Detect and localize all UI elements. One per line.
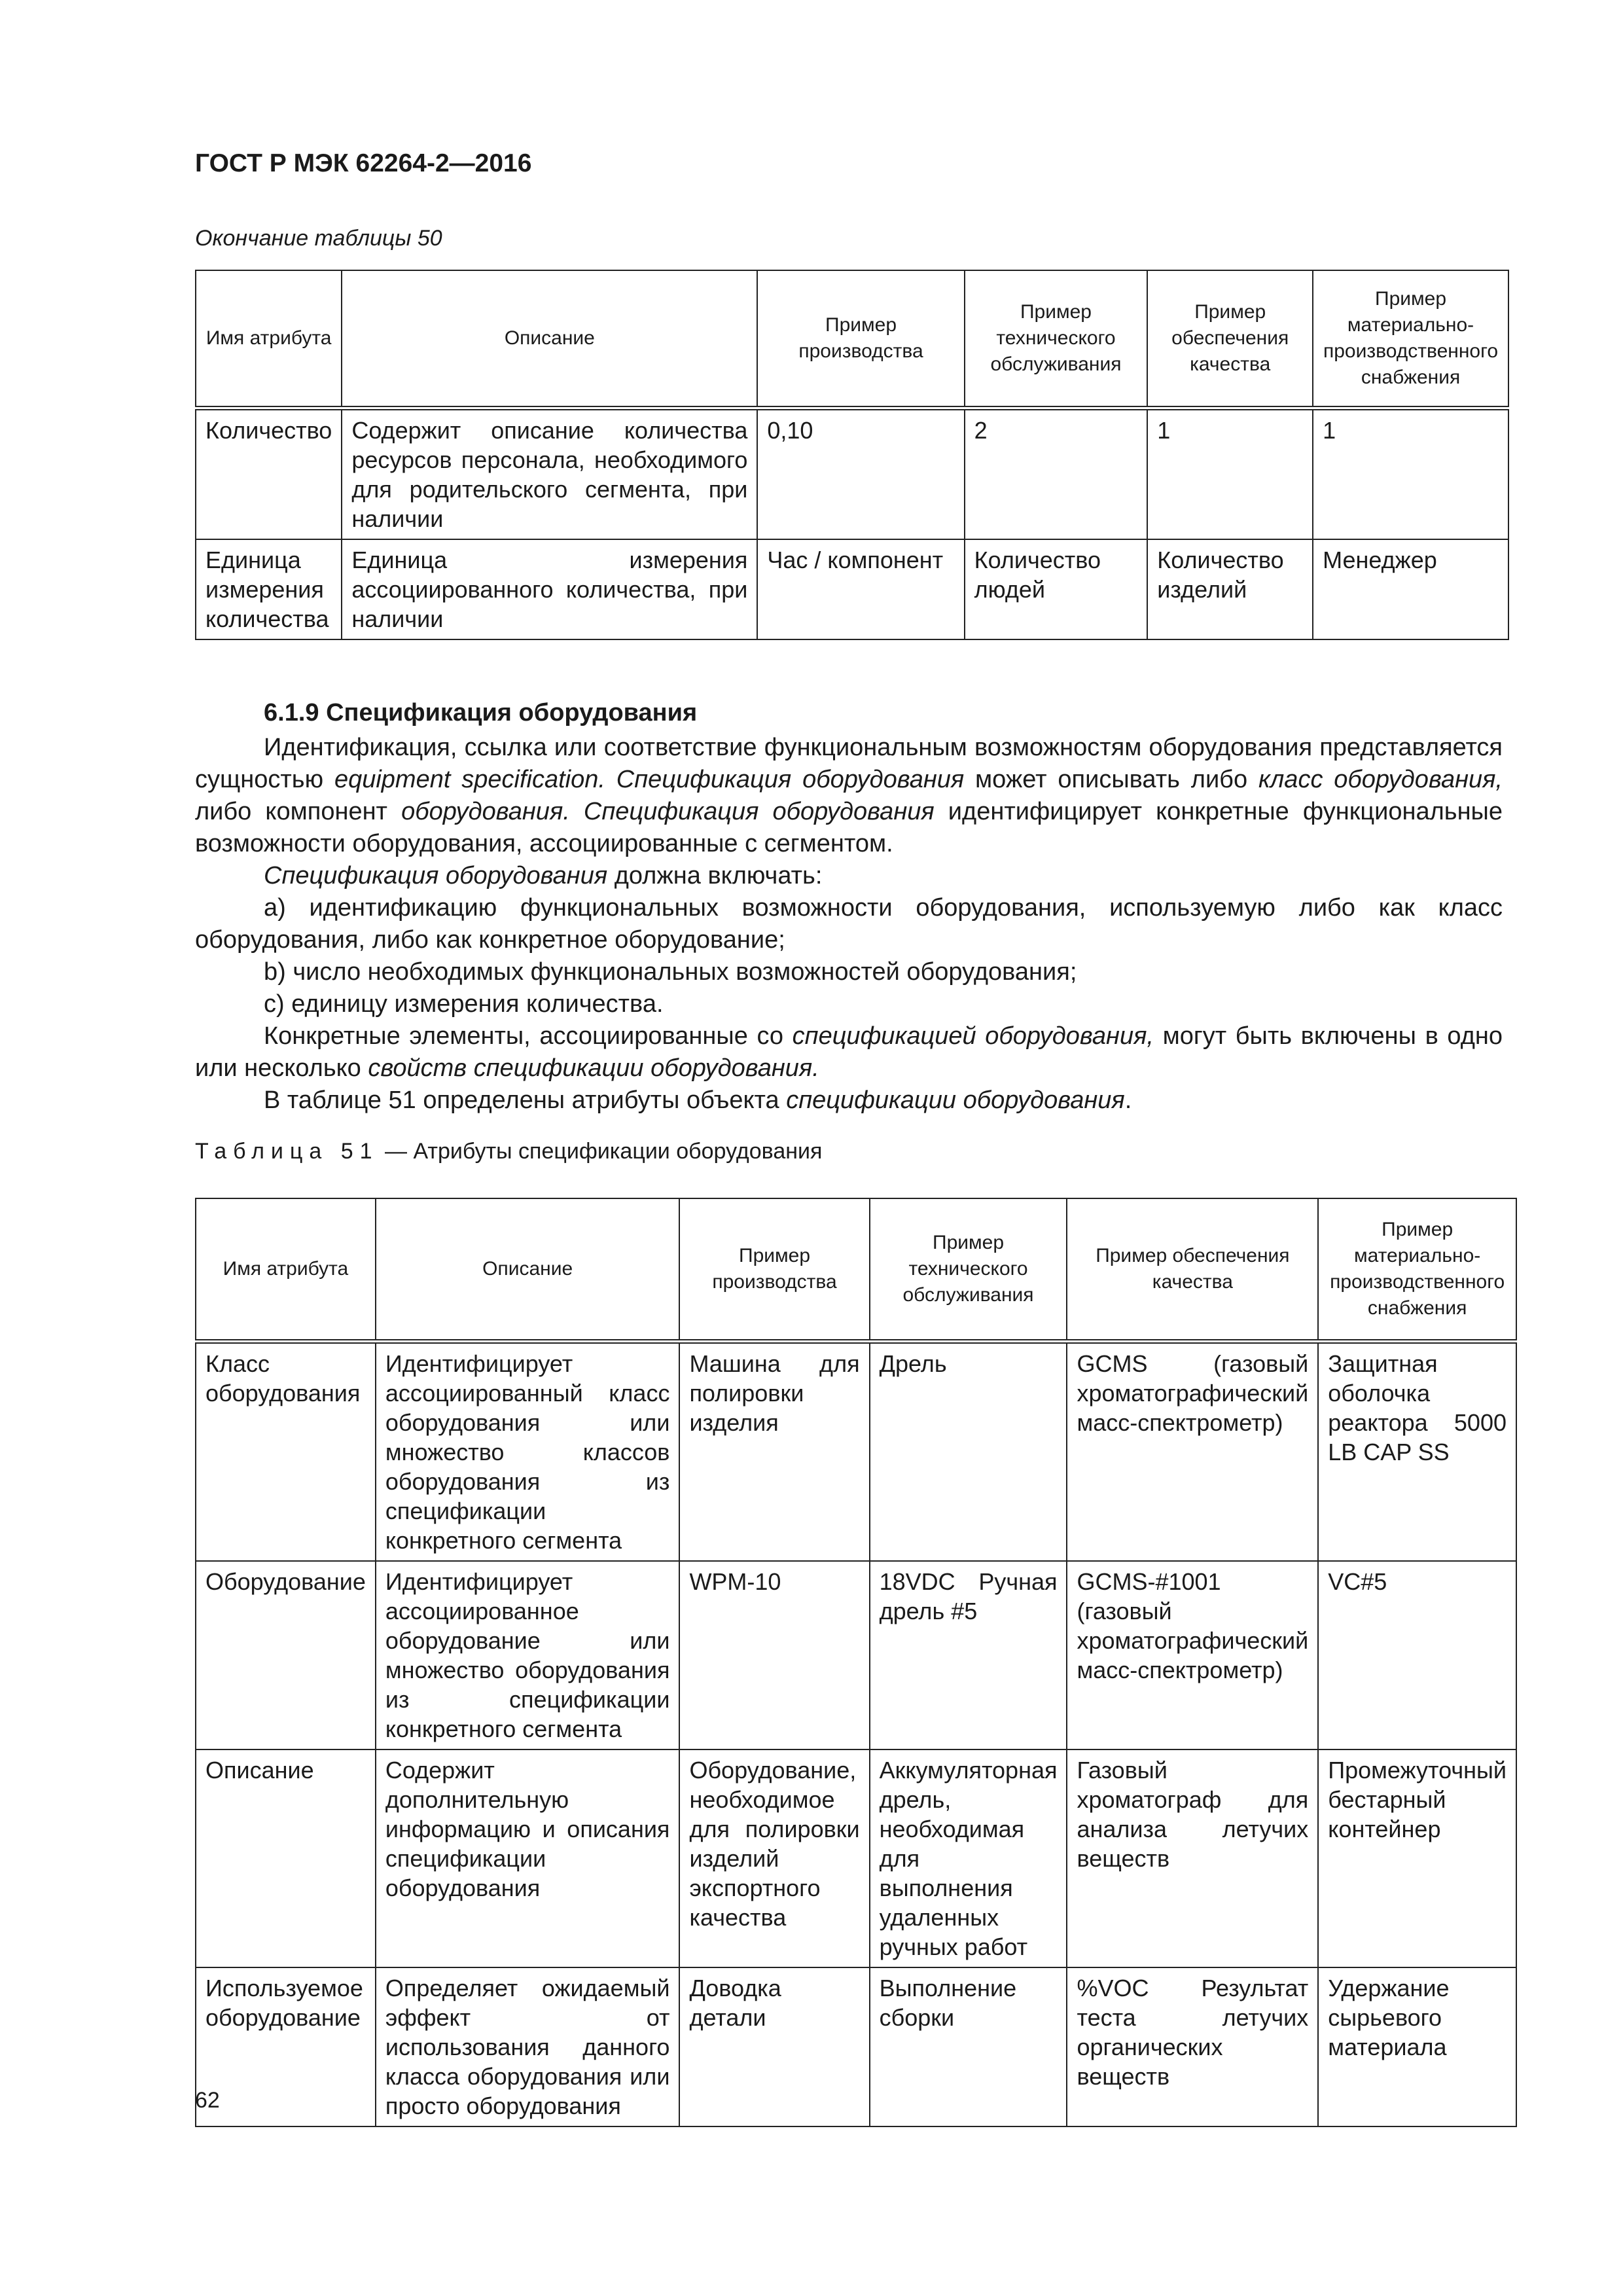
table-row [196, 1561, 1516, 1749]
column-header: Пример технического обслуживания [965, 270, 1148, 408]
table-cell: Количество людей [965, 539, 1148, 639]
table-cell: VC#5 [1318, 1561, 1516, 1749]
text-run: может описывать либо [964, 766, 1258, 793]
text-run: идентифицирует конкретные функциональные возможности оборудования, ассоциированные с сегментом. [195, 798, 1503, 857]
table-cell: GCMS-#1001 (газовый хроматографический масс-спектрометр) [1067, 1561, 1318, 1749]
italic-run: оборудования. Спецификация оборудования [401, 798, 935, 825]
italic-run: класс оборудования, [1258, 766, 1503, 793]
section-heading: 6.1.9 Спецификация оборудования [264, 699, 698, 726]
text-run: Идентификация, ссылка или соответствие функциональным возможностям оборудования представляется сущностью [195, 734, 1503, 793]
text-run: В таблице 51 определены атрибуты объекта [264, 1086, 787, 1114]
column-header: Описание [376, 1198, 680, 1341]
list-item-c: c) единицу измерения количества. [264, 990, 664, 1018]
italic-run: Спецификация оборудования [264, 862, 608, 889]
text-run: . [1124, 1086, 1132, 1114]
table-cell: Менеджер [1313, 539, 1508, 639]
table-row [196, 1749, 1516, 1967]
column-header: Пример обеспечения качества [1147, 270, 1313, 408]
list-item-a: a) идентификацию функциональных возможности оборудования, используемую либо как класс оборудования, либо как конкретное оборудование; [195, 894, 1503, 954]
table-cell: %VOC Результат теста летучих органических веществ [1067, 1967, 1318, 2126]
paragraph [195, 1020, 1503, 1085]
column-header: Описание [342, 270, 757, 408]
table-cell: Единица измерения ассоциированного количества, при наличии [342, 539, 757, 639]
table-cell: Промежуточный бестарный контейнер [1318, 1749, 1516, 1967]
text-run: должна включать: [607, 862, 823, 889]
text-run: либо компонент [195, 798, 402, 825]
table-cell: Содержит дополнительную информацию и описания спецификации оборудования [376, 1749, 680, 1967]
table-cell: Идентифицирует ассоциированный класс оборудования или множество классов оборудования из спецификации конкретного сегмента [376, 1341, 680, 1561]
table-cell: 18VDC Ручная дрель #5 [870, 1561, 1067, 1749]
table-cell: WPM-10 [679, 1561, 869, 1749]
table-51 [195, 1198, 1517, 2127]
table-cell: Оборудование, необходимое для полировки изделий экспортного качества [679, 1749, 869, 1967]
table51-caption-label: Таблица 51 [195, 1139, 379, 1164]
table-cell: Используемое оборудование [196, 1967, 376, 2126]
table-cell: Определяет ожидаемый эффект от использования данного класса оборудования или просто оборудования [376, 1967, 680, 2126]
table-cell: Машина для полировки изделия [679, 1341, 869, 1561]
table-cell: Количество изделий [1147, 539, 1313, 639]
table-cell: Единица измерения количества [196, 539, 342, 639]
table-cell: Идентифицирует ассоциированное оборудование или множество оборудования из спецификации конкретного сегмента [376, 1561, 680, 1749]
table51-caption-text: — Атрибуты спецификации оборудования [378, 1139, 823, 1164]
table-cell: GCMS (газовый хроматографический масс-спектрометр) [1067, 1341, 1318, 1561]
table-cell: 2 [965, 408, 1148, 539]
table-cell: Выполнение сборки [870, 1967, 1067, 2126]
table-cell: Описание [196, 1749, 376, 1967]
table-cell: Газовый хроматограф для анализа летучих веществ [1067, 1749, 1318, 1967]
table-cell: Аккумуляторная дрель, необходимая для выполнения удаленных ручных работ [870, 1749, 1067, 1967]
table51-caption [195, 1139, 822, 1164]
column-header: Пример материально-производственного снабжения [1313, 270, 1508, 408]
column-header: Пример обеспечения качества [1067, 1198, 1318, 1341]
table-cell: Доводка детали [679, 1967, 869, 2126]
table-cell: Защитная оболочка реактора 5000 LB CAP SS [1318, 1341, 1516, 1561]
italic-run: equipment specification. Спецификация оборудования [334, 766, 965, 793]
italic-run: спецификацией оборудования, [792, 1022, 1154, 1050]
table-cell: 1 [1147, 408, 1313, 539]
column-header: Пример материально-производственного снабжения [1318, 1198, 1516, 1341]
paragraph [195, 860, 1503, 892]
table-cell: Класс оборудования [196, 1341, 376, 1561]
section-body [195, 732, 1503, 1117]
column-header: Пример производства [757, 270, 964, 408]
column-header: Пример производства [679, 1198, 869, 1341]
table-cell: 1 [1313, 408, 1508, 539]
paragraph [195, 732, 1503, 860]
text-run: могут быть включены в одно или несколько [195, 1022, 1503, 1082]
table-cell: 0,10 [757, 408, 964, 539]
table-row [196, 1341, 1516, 1561]
table-cell: Количество [196, 408, 342, 539]
table-cell: Удержание сырьевого материала [1318, 1967, 1516, 2126]
text-run: Конкретные элементы, ассоциированные со [264, 1022, 793, 1050]
table-cell: Содержит описание количества ресурсов персонала, необходимого для родительского сегмента, при наличии [342, 408, 757, 539]
italic-run: спецификации оборудования [786, 1086, 1125, 1114]
italic-run: свойств спецификации оборудования. [368, 1054, 819, 1082]
table-cell: Оборудование [196, 1561, 376, 1749]
column-header: Пример технического обслуживания [870, 1198, 1067, 1341]
table-row [196, 408, 1508, 539]
table-header-row [196, 1198, 1516, 1341]
table-row [196, 1967, 1516, 2126]
table-50 [195, 270, 1509, 640]
column-header: Имя атрибута [196, 270, 342, 408]
table-row [196, 539, 1508, 639]
document-header: ГОСТ Р МЭК 62264-2—2016 [195, 149, 532, 177]
table-cell: Дрель [870, 1341, 1067, 1561]
table50-caption: Окончание таблицы 50 [195, 226, 442, 251]
table-header-row [196, 270, 1508, 408]
list-item-b: b) число необходимых функциональных возможностей оборудования; [264, 958, 1077, 986]
table-cell: Час / компонент [757, 539, 964, 639]
paragraph [195, 1085, 1503, 1117]
page-number: 62 [195, 2088, 220, 2113]
column-header: Имя атрибута [196, 1198, 376, 1341]
